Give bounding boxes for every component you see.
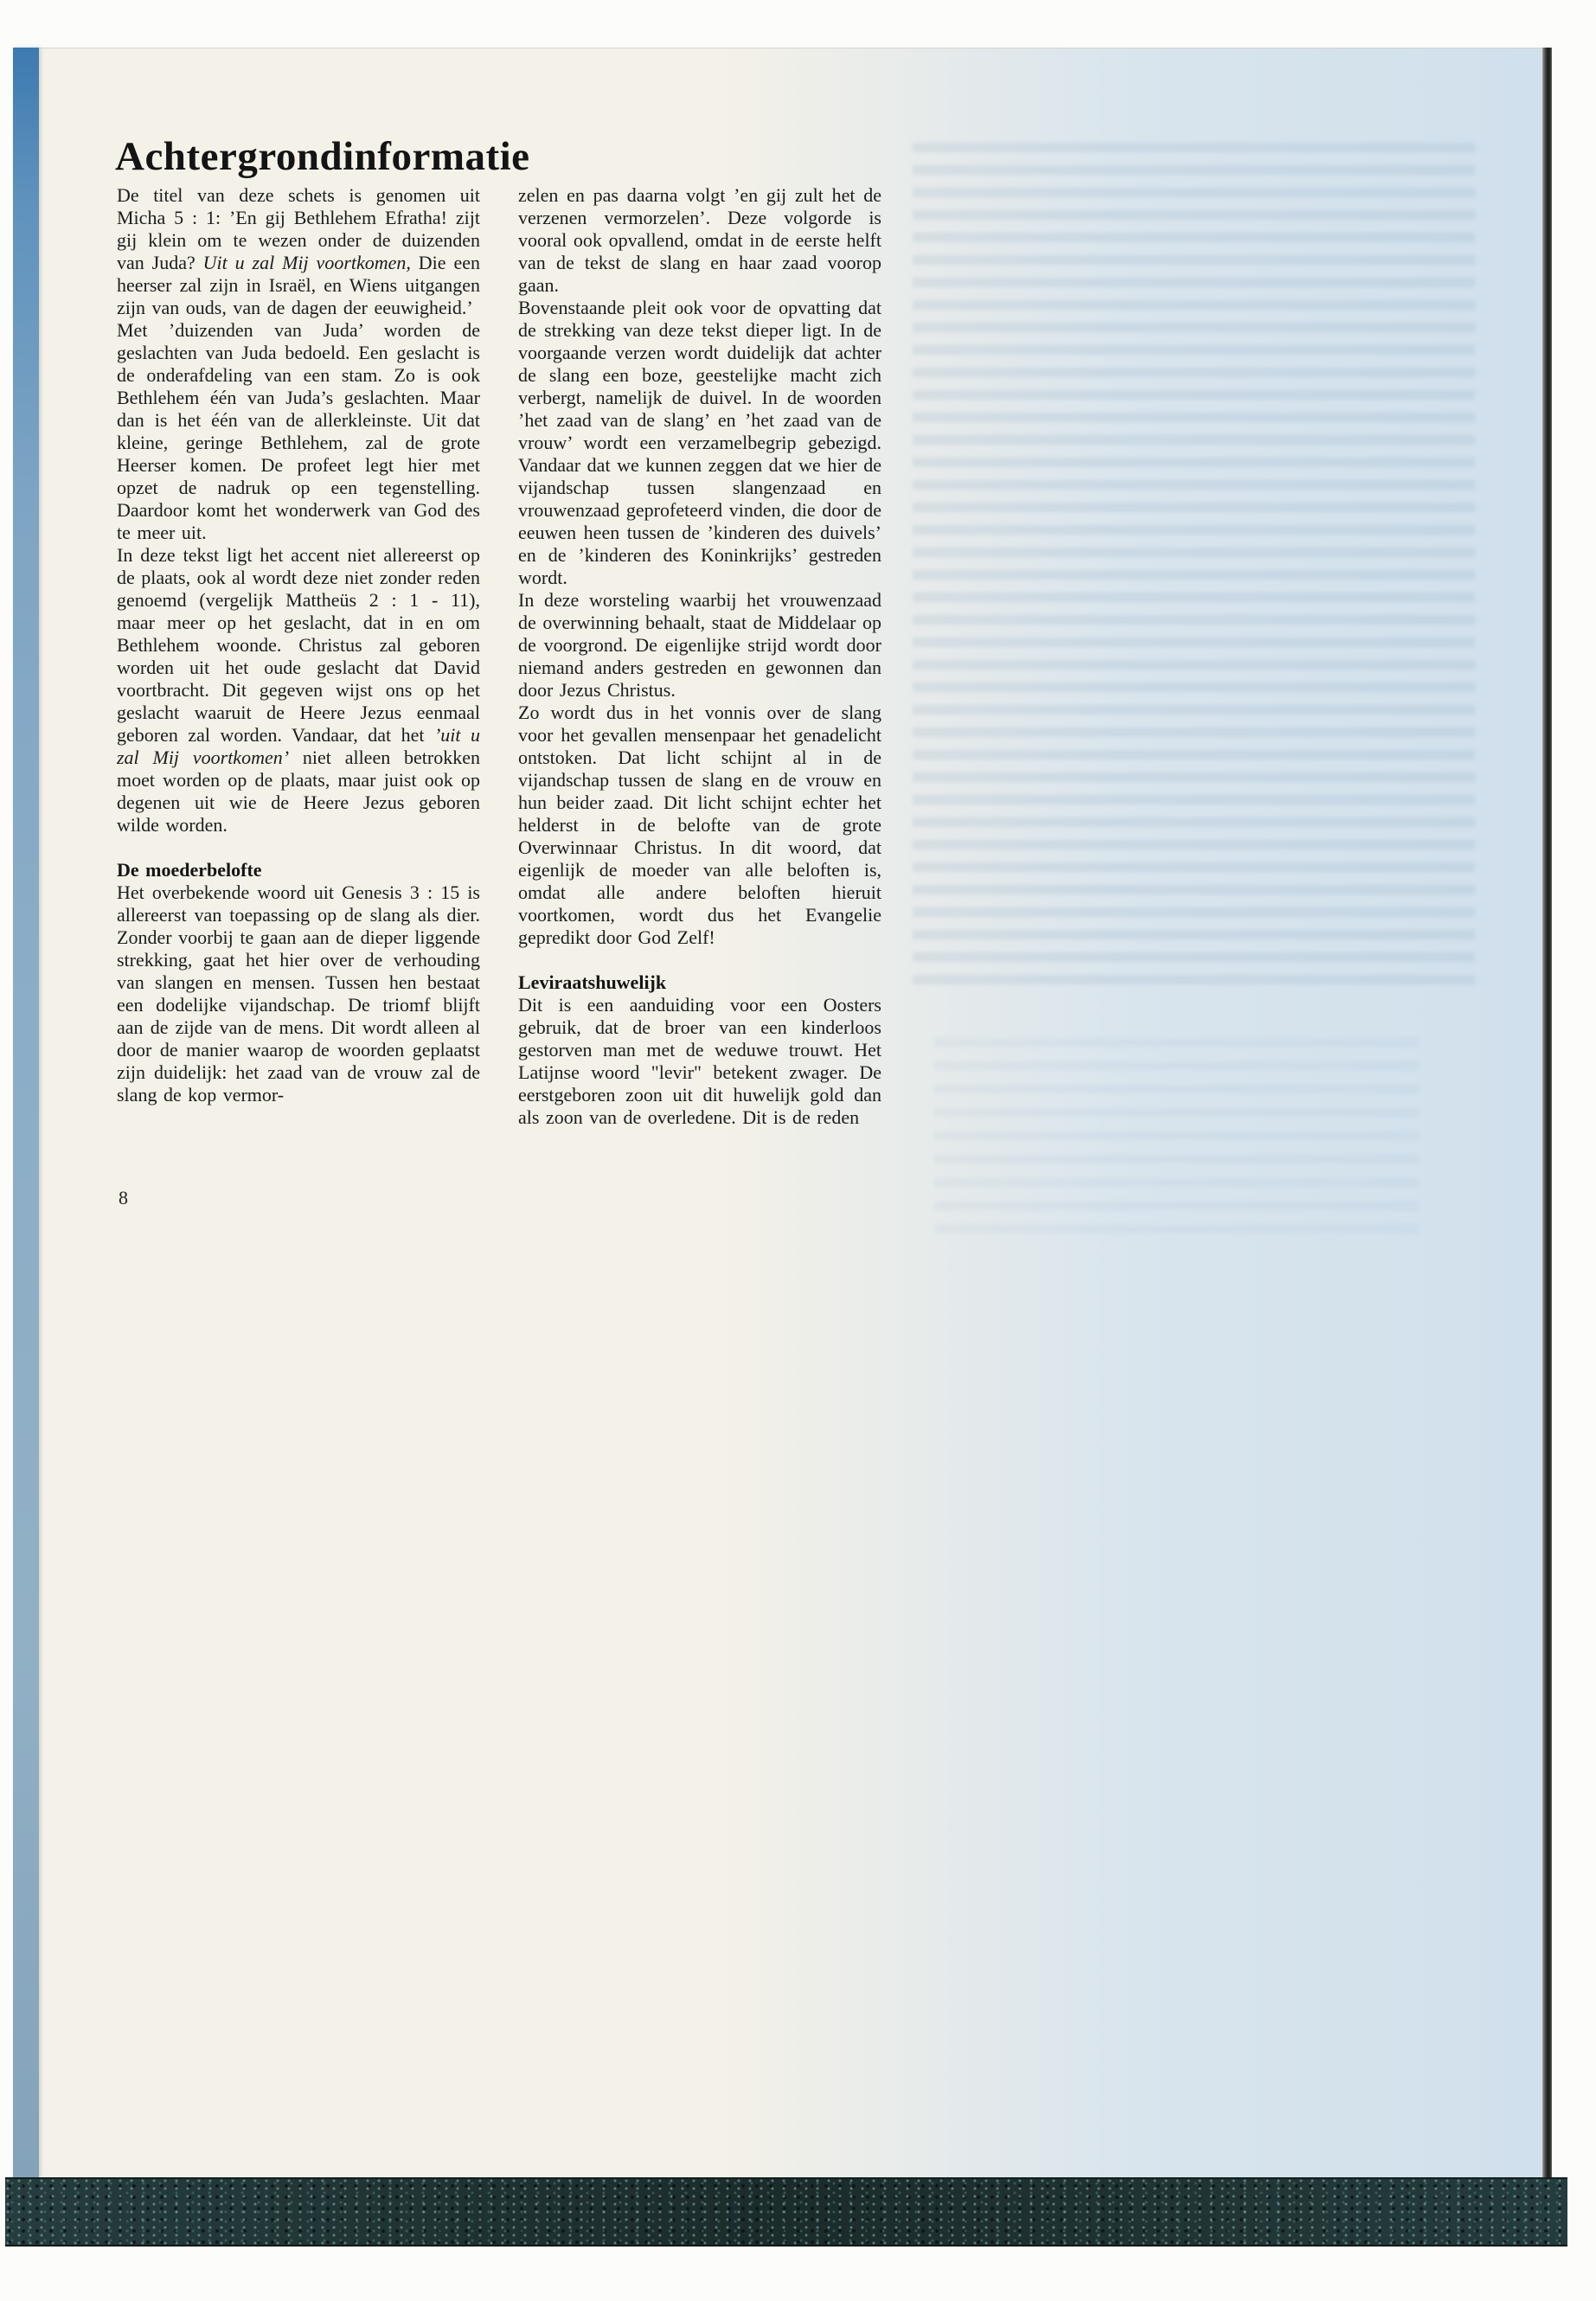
italic-phrase: Uit u zal Mij voortkomen, xyxy=(202,252,411,273)
paragraph: Bovenstaande pleit ook voor de opvatting dat de strekking van deze tekst dieper ligt. In de voorgaande verzen wordt duidelijk dat achter de slang een boze, geestelijke macht zich verbergt, namelijk de duivel. In de woorden ’het zaad van de slang’ en ’het zaad van de vrouw’ wordt een verzamelbegrip gebezigd. Vandaar dat we kunnen zeggen dat we hier de vijandschap tussen slangenzaad en vrouwenzaad geprofeteerd vinden, die door de eeuwen heen tussen de ’kinderen des duivels’ en de ’kinderen des Koninkrijks’ gestreden wordt. xyxy=(518,297,881,588)
text-run: Die een heerser zal zijn in Israël, en Wiens uitgangen zijn van ouds, van de dagen der eeuwigheid.’ xyxy=(117,252,480,318)
page-title: Achtergrondinformatie xyxy=(115,134,530,180)
bleed-through-text xyxy=(913,143,1475,990)
left-column xyxy=(117,184,480,1106)
text-run: niet alleen betrokken moet worden op de plaats, maar juist ook op degenen uit wie de Heere Jezus geboren wilde worden. xyxy=(117,747,481,836)
book-cover-edge xyxy=(5,2177,1567,2247)
right-column xyxy=(518,184,881,1129)
page-edge-shadow xyxy=(1542,48,1552,2177)
paragraph xyxy=(117,184,480,319)
section-heading-moederbelofte: De moederbelofte xyxy=(117,859,262,881)
text-run: In deze tekst ligt het accent niet allereerst op de plaats, ook al wordt deze niet zonder reden genoemd (vergelijk Mattheüs 2 : 1 - 11), maar meer op het geslacht, dat in en om Bethlehem woonde. Christus zal geboren worden uit het oude geslacht dat David voortbracht. Dit gegeven wijst ons op het geslacht waaruit de Heere Jezus eenmaal geboren zal worden. Vandaar, dat het xyxy=(117,544,480,746)
paragraph: zelen en pas daarna volgt ’en gij zult het de verzenen vermorzelen’. Deze volgorde is vooral ook opvallend, omdat in de eerste helft van de tekst de slang en haar zaad voorop gaan. xyxy=(518,184,881,296)
paragraph: Het overbekende woord uit Genesis 3 : 15 is allereerst van toepassing op de slang als dier. Zonder voorbij te gaan aan de dieper liggende strekking, gaat het hier over de verhouding van slangen en mensen. Tussen hen bestaat een dodelijke vijandschap. De triomf blijft aan de zijde van de mens. Dit wordt alleen al door de manier waarop de woorden geplaatst zijn duidelijk: het zaad van de vrouw zal de slang de kop vermor- xyxy=(117,881,480,1106)
paragraph: Zo wordt dus in het vonnis over de slang voor het gevallen mensenpaar het genadelicht ontstoken. Dat licht schijnt al in de vijandschap tussen de slang en de vrouw en hun beider zaad. Dit licht schijnt echter het helderst in de belofte van de grote Overwinnaar Christus. In dit woord, dat eigenlijk de moeder van alle beloften is, omdat alle andere beloften hieruit voortkomen, wordt dus het Evangelie gepredikt door God Zelf! xyxy=(518,702,881,948)
page-binding-stripe xyxy=(13,48,39,2177)
paragraph: In deze worsteling waarbij het vrouwenzaad de overwinning behaalt, staat de Middelaar op de voorgrond. De eigenlijke strijd wordt door niemand anders gestreden en gewonnen dan door Jezus Christus. xyxy=(518,589,881,701)
paragraph: Dit is een aanduiding voor een Oosters gebruik, dat de broer van een kinderloos gestorven man met de weduwe trouwt. Het Latijnse woord "levir" betekent zwager. De eerstgeboren zoon uit dit huwelijk gold dan als zoon van de overledene. Dit is de reden xyxy=(518,994,881,1128)
text-run: De titel van deze schets is genomen uit Micha 5 : 1: ’En gij Bethlehem Efratha! zijt gij klein om te wezen onder de duizenden van Juda? xyxy=(117,184,480,273)
bleed-through-text xyxy=(934,1038,1419,1246)
italic-phrase: ’uit u zal Mij voortkomen’ xyxy=(117,724,480,768)
paragraph: Met ’duizenden van Juda’ worden de geslachten van Juda bedoeld. Een geslacht is de onderafdeling van een stam. Zo is ook Bethlehem één van Juda’s geslachten. Maar dan is het één van de allerkleinste. Uit dat kleine, geringe Bethlehem, zal de grote Heerser komen. De profeet legt hier met opzet de nadruk op een tegenstelling. Daardoor komt het wonderwerk van God des te meer uit. xyxy=(117,319,480,543)
page-number: 8 xyxy=(119,1187,128,1208)
paragraph xyxy=(117,544,480,836)
section-heading-leviraatshuwelijk: Leviraatshuwelijk xyxy=(518,971,667,993)
